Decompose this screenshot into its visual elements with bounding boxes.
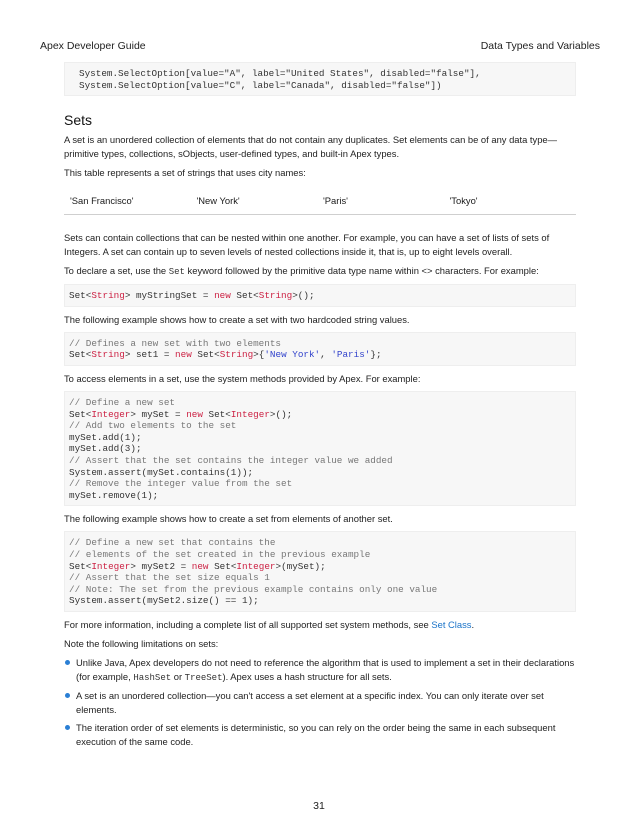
code-line: // Defines a new set with two elements <box>69 337 282 349</box>
text: The iteration order of set elements is deterministic, so you can rely on the order being the same in each subsequent execution of the same code. <box>76 721 556 747</box>
code-line: System.SelectOption[value="A", label="United States", disabled="false"], <box>79 68 481 79</box>
header-guide-title: Apex Developer Guide <box>40 40 146 52</box>
bullet-icon <box>65 660 70 665</box>
code-line: mySet.remove(1); <box>69 489 159 501</box>
code-line: mySet.add(1); <box>69 431 142 443</box>
code-block-set-literal <box>64 332 576 366</box>
code-line: Set<String> set1 = new Set<String>{'New York', 'Paris'}; <box>69 349 382 361</box>
inline-code: HashSet <box>133 672 172 683</box>
text: . <box>471 618 475 630</box>
paragraph: The following example shows how to create a set with two hardcoded string values. <box>64 313 410 325</box>
code-line: Set<Integer> mySet = new Set<Integer>(); <box>69 408 293 420</box>
section-heading: Sets <box>64 112 93 129</box>
paragraph: Sets can contain collections that can be nested within one another. For example, you can have a set of lists of sets of Integers. A set can contain up to seven levels of nested collections inside it, that is, up to eight levels overall. <box>64 232 550 258</box>
paragraph: This table represents a set of strings that uses city names: <box>64 167 306 179</box>
code-line: // Assert that the set size equals 1 <box>69 572 270 584</box>
code-block-select-options <box>64 62 576 96</box>
code-line: // Define a new set that contains the <box>69 537 276 549</box>
paragraph: Note the following limitations on sets: <box>64 637 219 649</box>
code-line: System.assert(mySet2.size() == 1); <box>69 595 259 607</box>
limitations-list <box>64 656 576 749</box>
set-cell: 'Paris' <box>323 195 348 207</box>
code-line: mySet.add(3); <box>69 443 142 455</box>
list-item <box>64 656 576 685</box>
text: or <box>171 670 185 682</box>
inline-code: Set <box>168 267 185 278</box>
paragraph: To access elements in a set, use the system methods provided by Apex. For example: <box>64 372 421 384</box>
set-cell: 'Tokyo' <box>449 195 478 207</box>
set-cell: 'San Francisco' <box>70 195 134 207</box>
code-line: // Add two elements to the set <box>69 420 237 432</box>
text: Unlike Java, Apex developers do not need to reference the algorithm that is used to implement a set in their declarations (for example, <box>76 656 575 682</box>
list-item <box>64 689 576 717</box>
code-line: Set<String> myStringSet = new Set<String>(); <box>69 290 315 302</box>
text: A set is an unordered collection—you can't access a set element at a specific index. You can only iterate over set elements. <box>76 689 544 715</box>
code-block-set-copy <box>64 531 576 612</box>
paragraph <box>64 264 576 279</box>
code-block-set-methods <box>64 391 576 506</box>
text: ). Apex uses a hash structure for all sets. <box>222 670 392 682</box>
bullet-icon <box>65 693 70 698</box>
code-line: // Remove the integer value from the set <box>69 478 293 490</box>
set-cell: 'New York' <box>196 195 240 207</box>
code-line: System.SelectOption[value="C", label="Canada", disabled="false"]) <box>79 79 442 91</box>
paragraph: The following example shows how to create a set from elements of another set. <box>64 513 393 525</box>
code-line: System.assert(mySet.contains(1)); <box>69 466 254 478</box>
text: To declare a set, use the <box>64 265 169 277</box>
paragraph: A set is an unordered collection of elements that do not contain any duplicates. Set elements can be of any data type—primitive types, collections, sObjects, user-defined types, and built-in Apex types. <box>64 134 558 160</box>
set-table <box>64 186 576 215</box>
bullet-icon <box>65 725 70 730</box>
header-section-title: Data Types and Variables <box>480 40 600 52</box>
code-line: // Define a new set <box>69 396 176 408</box>
inline-code: TreeSet <box>184 672 223 683</box>
code-line: // Note: The set from the previous example contains only one value <box>69 583 438 595</box>
text: keyword followed by the primitive data type name within <> characters. For example: <box>184 265 539 277</box>
code-line: Set<Integer> mySet2 = new Set<Integer>(mySet); <box>69 560 326 572</box>
code-block-declare-set <box>64 284 576 307</box>
list-item <box>64 721 576 749</box>
main-content <box>64 62 576 753</box>
code-line: // Assert that the set contains the integer value we added <box>69 454 393 466</box>
paragraph <box>64 618 576 632</box>
text: For more information, including a complete list of all supported set system methods, see <box>64 618 432 630</box>
set-class-link[interactable]: Set Class <box>431 618 472 630</box>
code-line: // elements of the set created in the previous example <box>69 548 371 560</box>
page-number: 31 <box>313 800 325 812</box>
